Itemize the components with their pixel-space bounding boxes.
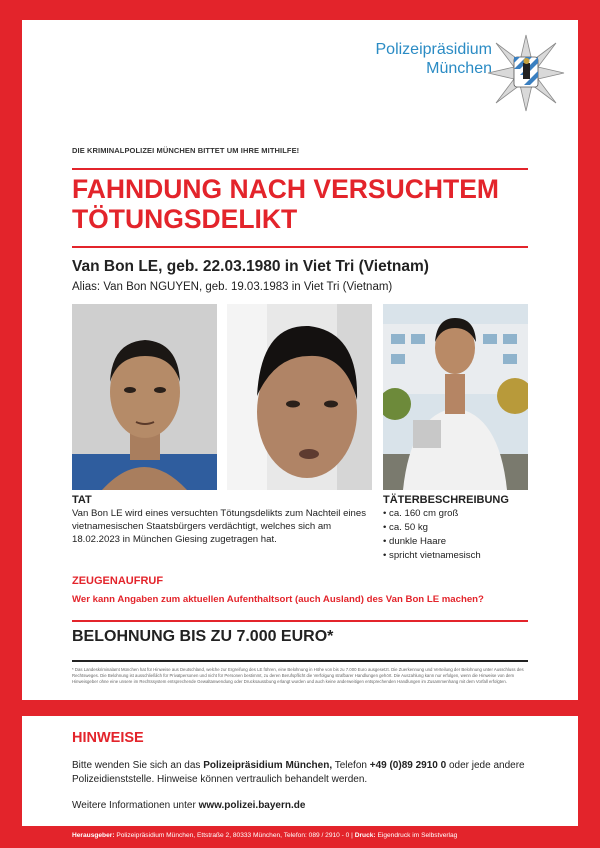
hinweise-text-mid: Telefon	[332, 760, 370, 771]
more-info-pre: Weitere Informationen unter	[72, 800, 199, 811]
hinweise-text-pre: Bitte wenden Sie sich an das	[72, 760, 204, 771]
police-logo-text	[376, 40, 493, 78]
hinweise-phone[interactable]: +49 (0)89 2910 0	[369, 760, 447, 771]
witness-heading: ZEUGENAUFRUF	[72, 575, 164, 587]
description-item: • ca. 160 cm groß	[383, 507, 481, 521]
logo-line-2: München	[426, 60, 492, 77]
kicker-text: DIE KRIMINALPOLIZEI MÜNCHEN BITTET UM IHRE MITHILFE!	[72, 146, 300, 155]
hinweise-heading: HINWEISE	[72, 730, 144, 746]
witness-question: Wer kann Angaben zum aktuellen Aufenthaltsort (auch Ausland) des Van Bon LE machen?	[72, 594, 484, 605]
suspect-photo-selfie	[227, 304, 372, 490]
reward-text: BELOHNUNG BIS ZU 7.000 EURO*	[72, 628, 334, 645]
description-list	[383, 507, 481, 563]
hinweise-org: Polizeipräsidium München,	[203, 760, 333, 771]
poster-title	[72, 174, 542, 234]
description-item: • spricht vietnamesisch	[383, 549, 481, 563]
suspect-alias: Alias: Van Bon NGUYEN, geb. 19.03.1983 in Viet Tri (Vietnam)	[72, 281, 393, 293]
more-info-link[interactable]: www.polizei.bayern.de	[198, 800, 306, 811]
suspect-photo-front	[72, 304, 217, 490]
fineprint: * Das Landeskriminalamt München hat für Hinweise aus Deutschland, welche zur Ergreifung des LE führen, eine Belohnung in Höhe von bis zu 7.000 Euro ausgesetzt. Die Zuerkennung und Verteilung der Belohnung unter Ausschluss des Rechtsweges. Die Belohnung ist ausschließlich für Privatpersonen und nicht für Personen bestimmt, zu deren Berufspflicht die Verfolgung strafbarer Handlungen gehört. Die Auszahlung kann nur erfolgen, wenn die Hinweise von dem Hinweisgeber ohne eine unsere im Rechtssystem entsprechende Gewaltanwendung oder Drucksausübung erlangt wurden und auch keine anderweitigen entsprechenden Handlungen im Zusammenhang mit dem Vorfall erfolgten.	[72, 667, 524, 685]
footer-publisher: Polizeipräsidium München, Ettstraße 2, 80333 München, Telefon: 089 / 2910 - 0 |	[114, 832, 355, 839]
top-divider	[72, 168, 528, 170]
footer	[72, 832, 457, 839]
hinweise-text	[72, 759, 542, 787]
title-line-2: TÖTUNGSDELIKT	[72, 204, 298, 234]
footer-label-publisher: Herausgeber:	[72, 832, 115, 839]
footer-label-print: Druck:	[354, 832, 376, 839]
reward-top-divider	[72, 620, 528, 622]
police-star-icon	[486, 33, 566, 113]
description-item: • ca. 50 kg	[383, 521, 481, 535]
tat-text: Van Bon LE wird eines versuchten Tötungsdelikts zum Nachteil eines vietnamesischen Staatsbürgers verdächtigt, welches sich am 18.02.2023 in München Giesing zugetragen hat.	[72, 508, 367, 545]
more-info	[72, 800, 305, 811]
tat-heading: TAT	[72, 494, 92, 506]
footer-print: Eigendruck im Selbstverlag	[375, 832, 458, 839]
title-divider	[72, 246, 528, 248]
hinweise-text-post: oder jede andere Polizeidienststelle. Hinweise können vertraulich behandelt werden.	[72, 760, 525, 785]
suspect-photo-outdoor	[383, 304, 528, 490]
description-heading: TÄTERBESCHREIBUNG	[383, 494, 509, 506]
suspect-name: Van Bon LE, geb. 22.03.1980 in Viet Tri (Vietnam)	[72, 258, 429, 275]
title-line-1: FAHNDUNG NACH VERSUCHTEM	[72, 174, 499, 204]
reward-bottom-divider	[72, 660, 528, 662]
description-item: • dunkle Haare	[383, 535, 481, 549]
logo-line-1: Polizeipräsidium	[375, 41, 492, 58]
